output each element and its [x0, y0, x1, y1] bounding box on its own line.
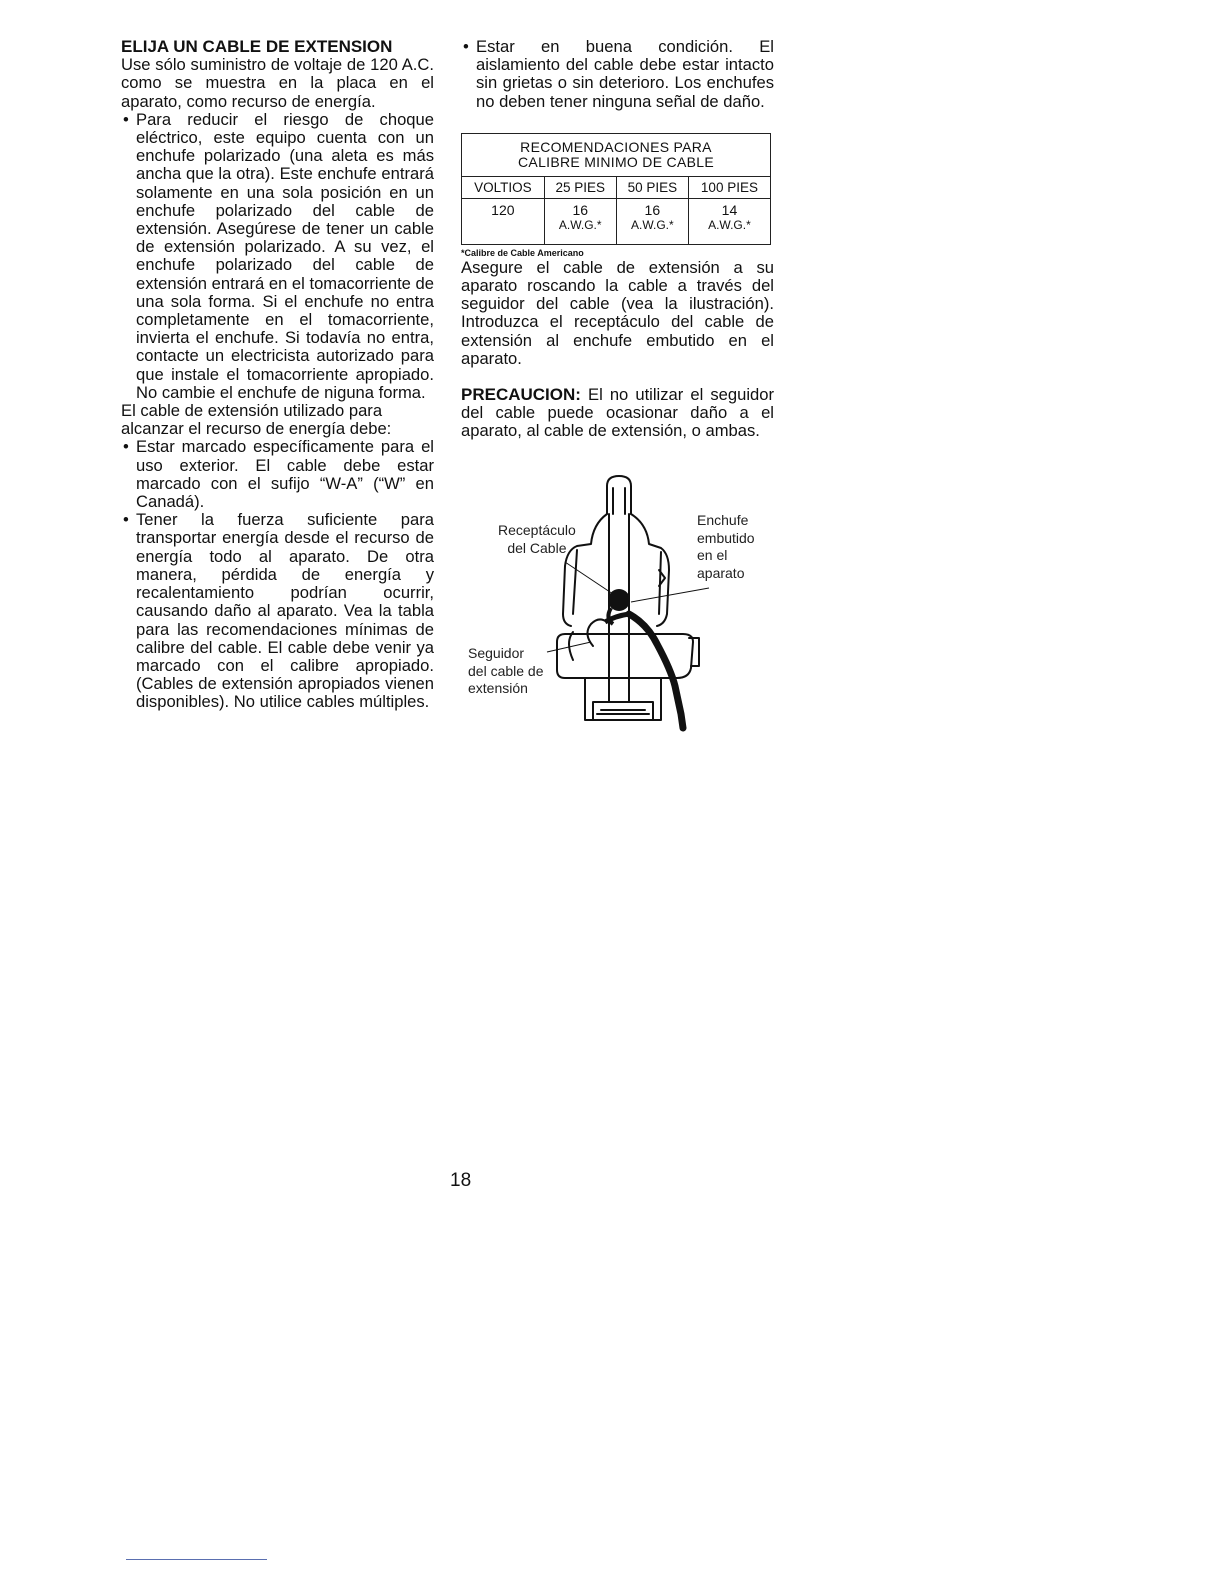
header-100ft: 100 PIES [688, 176, 770, 198]
header-volts: VOLTIOS [462, 176, 545, 198]
bullet-polarized-plug: • Para reducir el riesgo de choque eléctrico, este equipo cuenta con un enchufe polarizado (una aleta es más ancha que la otra). Este enchufe entrará solamente en una sola posición en un enchufe polarizado del cable de extensión. Asegúrese de tener un cable de extensión polarizado. A su vez, el enchufe polarizado del cable de extensión entrará en el tomacorriente de una sola forma. Si el enchufe no entra completamente en el tomacorriente, invierta el enchufe. Si todavía no entra, contacte un electricista autorizado para que instale el tomacorriente apropiado. No cambie el enchufe de niguna forma. [121, 111, 434, 402]
left-column [121, 38, 434, 712]
caution-paragraph [461, 386, 774, 441]
table-footnote: *Calibre de Cable Americano [461, 247, 584, 258]
bullet-gauge-strength: • Tener la fuerza suficiente para transportar energía desde el recurso de energía todo al aparato. De otra manera, pérdida de energía y recalentamiento podrían ocurrir, causando daño al aparato. Vea la tabla para las recomendaciones mínimas de calibre del cable. El cable debe venir ya marcado con el calibre apropiado. (Cables de extensión apropiados vienen disponibles). No utilice cables múltiples. [121, 511, 434, 711]
gauge-table [461, 133, 771, 245]
label-cord-receptacle: Receptáculo del Cable [498, 522, 576, 556]
cord-requirements-list [121, 438, 434, 711]
caution-text: El no utilizar el seguidor del cable puede ocasionar daño a el aparato, al cable de extensión, o ambas. [461, 385, 774, 441]
cell-volts: 120 [462, 198, 545, 244]
intro-paragraph: Use sólo suministro de voltaje de 120 A.C. como se muestra en la placa en el aparato, como recurso de energía. [121, 55, 434, 111]
bullet-outdoor-marking: • Estar marcado específicamente para el uso exterior. El cable debe estar marcado con el sufijo “W-A” (“W” en Canadá). [121, 438, 434, 511]
page-number: 18 [450, 1170, 472, 1191]
gauge-table-title: RECOMENDACIONES PARA CALIBRE MINIMO DE CABLE [462, 133, 771, 176]
cell-100ft: 14 A.W.G.* [688, 198, 770, 244]
section-heading: ELIJA UN CABLE DE EXTENSION [121, 37, 393, 56]
bullet-good-condition: • Estar en buena condición. El aislamiento del cable debe estar intacto sin grietas o sin deterioro. Los enchufes no deben tener ninguna señal de daño. [461, 38, 774, 111]
attach-paragraph: Asegure el cable de extensión a su aparato roscando la cable a través del seguidor del cable (vea la ilustración). Introduzca el receptáculo del cable de extensión al enchufe embutido en el aparato. [461, 257, 774, 368]
bottom-divider [126, 1559, 267, 1560]
cord-intro: El cable de extensión utilizado para alcanzar el recurso de energía debe: [121, 401, 392, 439]
condition-list [461, 38, 774, 111]
label-recessed-plug: Enchufe embutido en el aparato [697, 512, 755, 581]
header-50ft: 50 PIES [616, 176, 688, 198]
right-column [461, 38, 774, 441]
header-25ft: 25 PIES [544, 176, 616, 198]
caution-label: PRECAUCION: [461, 385, 581, 405]
cell-50ft: 16 A.W.G.* [616, 198, 688, 244]
label-cord-retainer: Seguidor del cable de extensión [468, 645, 544, 696]
cell-25ft: 16 A.W.G.* [544, 198, 616, 244]
cord-retainer-illustration [461, 474, 781, 734]
polarized-list [121, 111, 434, 402]
